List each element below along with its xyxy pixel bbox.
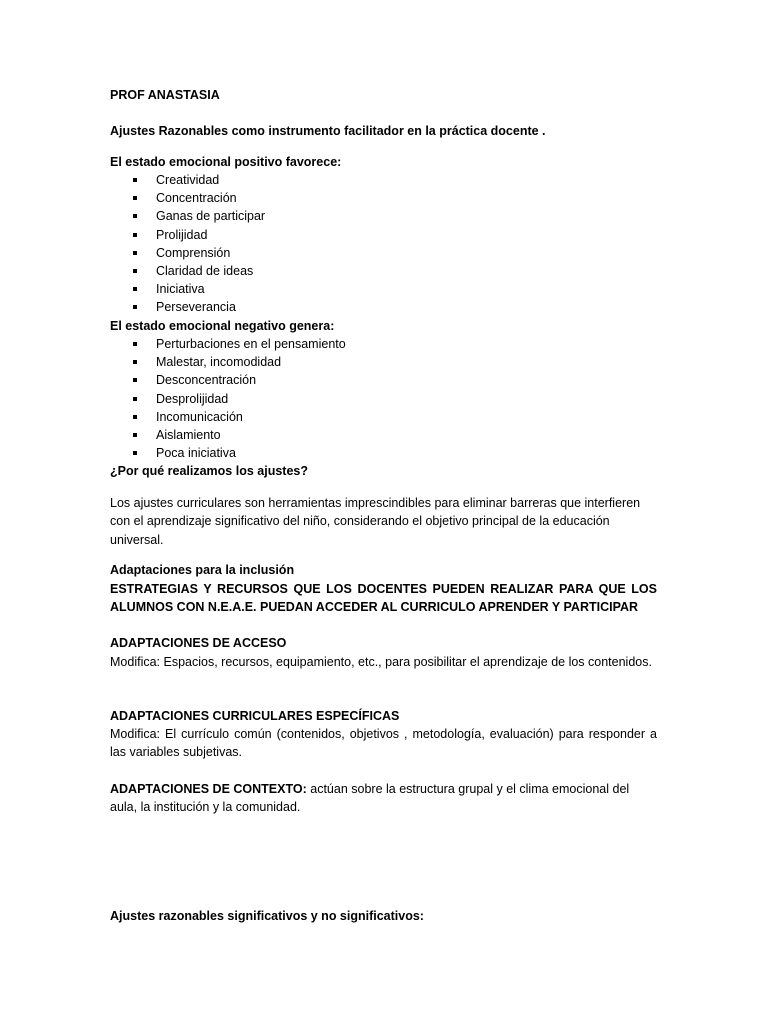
specific-heading: ADAPTACIONES CURRICULARES ESPECÍFICAS [110, 709, 400, 723]
list-item: Desprolijidad [110, 390, 657, 408]
access-heading: ADAPTACIONES DE ACCESO [110, 636, 287, 650]
context-heading: ADAPTACIONES DE CONTEXTO: [110, 782, 307, 796]
inclusion-heading: Adaptaciones para la inclusión [110, 563, 295, 577]
list-item: Aislamiento [110, 426, 657, 444]
list-item: Concentración [110, 189, 657, 207]
list-item: Incomunicación [110, 408, 657, 426]
negative-list [110, 335, 657, 462]
document-title: Ajustes Razonables como instrumento facilitador en la práctica docente . [110, 124, 546, 138]
list-item: Ganas de participar [110, 207, 657, 225]
list-item: Perseverancia [110, 298, 657, 316]
specific-text: Modifica: El currículo común (contenidos, objetivos , metodología, evaluación) para responder a las variables subjetivas. [110, 727, 657, 760]
list-item: Desconcentración [110, 371, 657, 389]
why-paragraph: Los ajustes curriculares son herramientas imprescindibles para eliminar barreras que interfieren con el aprendizaje significativo del niño, considerando el objetivo principal de la educación universal. [110, 496, 641, 547]
positive-list-container [110, 171, 657, 317]
positive-heading: El estado emocional positivo favorece: [110, 155, 342, 169]
positive-list [110, 171, 657, 317]
list-item: Poca iniciativa [110, 444, 657, 462]
list-item: Iniciativa [110, 280, 657, 298]
access-text: Modifica: Espacios, recursos, equipamiento, etc., para posibilitar el aprendizaje de los contenidos. [110, 655, 652, 669]
list-item: Prolijidad [110, 226, 657, 244]
context-text: actúan sobre la estructura grupal y el clima emocional del aula, la institución y la comunidad. [110, 782, 630, 815]
why-question: ¿Por qué realizamos los ajustes? [110, 464, 308, 478]
list-item: Perturbaciones en el pensamiento [110, 335, 657, 353]
negative-list-container [110, 335, 657, 462]
inclusion-subheading: ESTRATEGIAS Y RECURSOS QUE LOS DOCENTES PUEDEN REALIZAR PARA QUE LOS ALUMNOS CON N.E.A.E. PUEDAN ACCEDER AL CURRICULO APRENDER Y PARTICIPAR [110, 582, 657, 615]
author-line: PROF ANASTASIA [110, 88, 220, 102]
context-paragraph [110, 780, 657, 817]
list-item: Claridad de ideas [110, 262, 657, 280]
final-heading: Ajustes razonables significativos y no significativos: [110, 909, 424, 923]
list-item: Comprensión [110, 244, 657, 262]
list-item: Malestar, incomodidad [110, 353, 657, 371]
negative-heading: El estado emocional negativo genera: [110, 319, 335, 333]
list-item: Creatividad [110, 171, 657, 189]
